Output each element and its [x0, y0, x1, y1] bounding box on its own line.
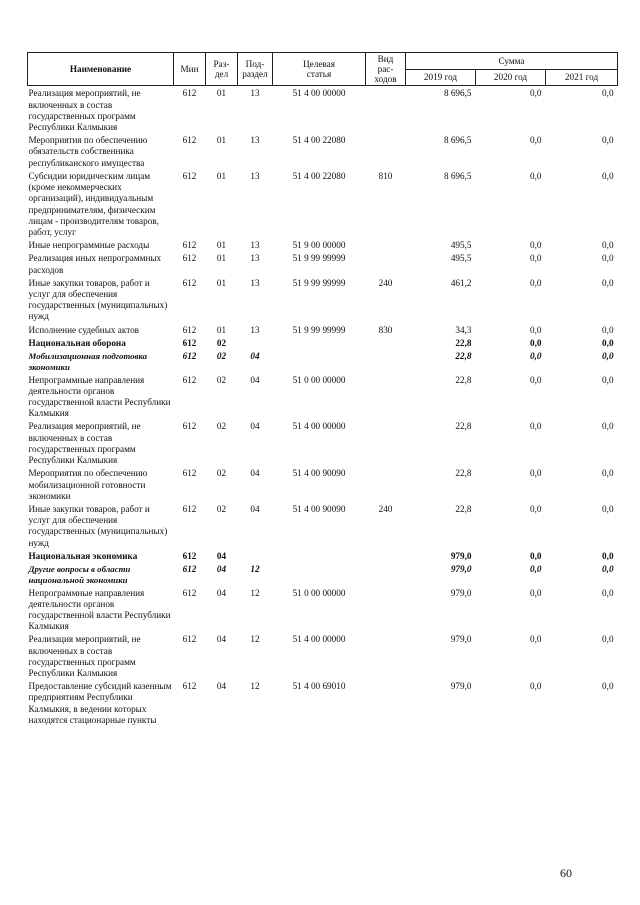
row-expense-type: [366, 336, 406, 349]
row-target-article: 51 0 00 00000: [292, 587, 346, 598]
row-razdel: 02: [216, 468, 227, 479]
row-podrazdel: 04: [250, 503, 260, 514]
table-row: [28, 251, 618, 275]
row-min: 612: [182, 564, 197, 575]
header-year-2021: 2021 год: [546, 69, 618, 86]
row-sum-2020: 0,0: [530, 324, 542, 335]
row-podrazdel: 12: [250, 564, 260, 575]
row-sum-2021: 0,0: [602, 587, 614, 598]
table-row: [28, 586, 618, 633]
row-sum-2020: 0,0: [530, 564, 542, 575]
row-target-article: 51 9 99 99999: [292, 253, 346, 264]
row-sum-2021: 0,0: [602, 634, 614, 645]
row-expense-type: [366, 349, 406, 372]
row-podrazdel: 13: [250, 253, 260, 264]
row-sum-2020: 0,0: [530, 374, 542, 385]
row-sum-2021: 0,0: [602, 240, 614, 251]
row-expense-type: [366, 586, 406, 633]
row-razdel: 01: [216, 277, 227, 288]
row-sum-2019: 979,0: [450, 564, 472, 575]
row-target-article: 51 4 00 22080: [292, 170, 346, 181]
row-min: 612: [182, 277, 197, 288]
table-row: [28, 336, 618, 349]
row-podrazdel: 13: [250, 135, 260, 146]
row-podrazdel: 13: [250, 324, 260, 335]
row-sum-2019: 495,5: [450, 240, 472, 251]
row-podrazdel: 04: [250, 374, 260, 385]
row-name: Субсидии юридическим лицам (кроме некоммерческих организаций), индивидуальным предпринимателям, физическим лицам - производителям товаров, работ, услуг: [28, 170, 159, 237]
row-sum-2021: 0,0: [602, 550, 614, 561]
row-sum-2020: 0,0: [530, 681, 542, 692]
row-sum-2020: 0,0: [530, 240, 542, 251]
row-sum-2020: 0,0: [530, 337, 542, 348]
row-sum-2021: 0,0: [602, 421, 614, 432]
row-name: Иные закупки товаров, работ и услуг для обеспечения государственных (муниципальных) нужд: [28, 503, 168, 548]
row-razdel: 01: [216, 240, 227, 251]
row-sum-2019: 979,0: [450, 550, 472, 561]
row-target-article: 51 4 00 00000: [292, 421, 346, 432]
row-name: Реализация мероприятий, не включенных в состав государственных программ Республики Калмыкия: [28, 421, 141, 466]
row-name: Мероприятия по обеспечению мобилизационной готовности экономики: [28, 468, 148, 501]
row-target-article: 51 4 00 90090: [292, 468, 346, 479]
header-expense-type: Вид рас- ходов: [366, 53, 406, 86]
row-target-article: 51 4 00 90090: [292, 503, 346, 514]
header-target-article: Целевая статья: [273, 53, 366, 86]
row-min: 612: [182, 337, 197, 348]
row-sum-2019: 22,8: [455, 337, 472, 348]
row-min: 612: [182, 550, 197, 561]
header-year-2020: 2020 год: [476, 69, 546, 86]
row-sum-2020: 0,0: [530, 88, 542, 99]
row-razdel: 01: [216, 135, 227, 146]
table-row: [28, 169, 618, 238]
row-sum-2021: 0,0: [602, 681, 614, 692]
row-expense-type: 240: [378, 503, 393, 514]
table-row: [28, 549, 618, 562]
table-row: [28, 466, 618, 502]
row-podrazdel: 13: [250, 277, 260, 288]
table-header: [28, 53, 618, 86]
table-row: [28, 133, 618, 169]
row-sum-2021: 0,0: [602, 135, 614, 146]
row-name: Национальная экономика: [28, 550, 138, 561]
row-razdel: 01: [216, 253, 227, 264]
row-sum-2019: 34,3: [455, 324, 472, 335]
table-row: [28, 632, 618, 679]
row-name: Непрограммные направления деятельности органов государственной власти Республики Калмыкия: [28, 587, 171, 632]
table-body: [28, 86, 618, 726]
row-expense-type: 240: [378, 277, 393, 288]
row-expense-type: [366, 632, 406, 679]
row-sum-2020: 0,0: [530, 634, 542, 645]
row-sum-2019: 8 696,5: [443, 88, 472, 99]
row-sum-2019: 22,8: [455, 374, 472, 385]
row-name: Национальная оборона: [28, 337, 126, 348]
table-row: [28, 238, 618, 251]
row-target-article: [273, 549, 366, 562]
header-min: Мин: [174, 53, 206, 86]
row-sum-2020: 0,0: [530, 503, 542, 514]
row-expense-type: [366, 466, 406, 502]
row-expense-type: [366, 562, 406, 585]
row-razdel: 04: [216, 564, 227, 575]
row-min: 612: [182, 324, 197, 335]
page-number: 60: [560, 866, 572, 880]
row-sum-2019: 979,0: [450, 587, 472, 598]
table-row: [28, 86, 618, 133]
row-sum-2020: 0,0: [530, 550, 542, 561]
row-expense-type: [366, 373, 406, 420]
row-expense-type: [366, 549, 406, 562]
row-sum-2019: 8 696,5: [443, 170, 472, 181]
row-target-article: [273, 349, 366, 372]
row-sum-2021: 0,0: [602, 324, 614, 335]
header-podrazdel: Под- раздел: [238, 53, 273, 86]
row-name: Мобилизационная подготовка экономики: [28, 351, 148, 372]
row-sum-2021: 0,0: [602, 337, 614, 348]
table-row: [28, 276, 618, 323]
row-sum-2021: 0,0: [602, 351, 614, 362]
row-podrazdel: [238, 549, 273, 562]
row-min: 612: [182, 240, 197, 251]
row-podrazdel: 13: [250, 88, 260, 99]
table-row: [28, 419, 618, 466]
row-razdel: 01: [216, 324, 227, 335]
row-name: Иные закупки товаров, работ и услуг для обеспечения государственных (муниципальных) нужд: [28, 277, 168, 322]
row-target-article: [273, 336, 366, 349]
row-sum-2021: 0,0: [602, 253, 614, 264]
row-expense-type: 810: [378, 170, 393, 181]
row-razdel: 01: [216, 170, 227, 181]
row-min: 612: [182, 587, 197, 598]
table-row: [28, 502, 618, 549]
row-razdel: 01: [216, 88, 227, 99]
row-sum-2021: 0,0: [602, 88, 614, 99]
row-sum-2021: 0,0: [602, 503, 614, 514]
row-razdel: 02: [216, 374, 227, 385]
row-target-article: 51 4 00 00000: [292, 88, 346, 99]
row-sum-2020: 0,0: [530, 468, 542, 479]
row-razdel: 02: [216, 351, 227, 362]
row-target-article: 51 9 00 00000: [292, 240, 346, 251]
row-podrazdel: 12: [250, 681, 260, 692]
row-podrazdel: [238, 336, 273, 349]
row-name: Иные непрограммные расходы: [28, 240, 150, 251]
row-name: Реализация иных непрограммных расходов: [28, 253, 162, 275]
row-expense-type: [366, 133, 406, 169]
row-name: Реализация мероприятий, не включенных в состав государственных программ Республики Калмыкия: [28, 88, 141, 132]
row-sum-2020: 0,0: [530, 421, 542, 432]
row-podrazdel: 04: [250, 421, 260, 432]
row-name: Исполнение судебных актов: [28, 324, 140, 335]
row-sum-2019: 979,0: [450, 681, 472, 692]
row-sum-2020: 0,0: [530, 587, 542, 598]
row-podrazdel: 12: [250, 634, 260, 645]
row-sum-2020: 0,0: [530, 253, 542, 264]
budget-table: [27, 52, 618, 726]
row-podrazdel: 04: [250, 468, 260, 479]
row-razdel: 02: [216, 421, 227, 432]
table-row: [28, 349, 618, 372]
row-min: 612: [182, 253, 197, 264]
row-expense-type: 830: [378, 324, 393, 335]
row-expense-type: [366, 679, 406, 726]
row-min: 612: [182, 374, 197, 385]
table-row: [28, 373, 618, 420]
row-razdel: 04: [216, 681, 227, 692]
row-sum-2020: 0,0: [530, 170, 542, 181]
header-razdel: Раз- дел: [206, 53, 238, 86]
row-target-article: 51 4 00 22080: [292, 135, 346, 146]
row-expense-type: [366, 86, 406, 133]
row-razdel: 04: [216, 550, 227, 561]
row-name: Непрограммные направления деятельности органов государственной власти Республики Калмыкия: [28, 374, 171, 419]
row-name: Мероприятия по обеспечению обязательств собственника республиканского имущества: [28, 135, 148, 168]
row-sum-2021: 0,0: [602, 564, 614, 575]
row-name: Другие вопросы в области национальной экономики: [28, 564, 131, 585]
row-podrazdel: 04: [250, 351, 260, 362]
row-expense-type: [366, 238, 406, 251]
row-sum-2019: 22,8: [455, 468, 472, 479]
table-row: [28, 679, 618, 726]
row-razdel: 02: [216, 503, 227, 514]
row-sum-2019: 495,5: [450, 253, 472, 264]
row-sum-2019: 22,8: [455, 503, 472, 514]
header-name: Наименование: [28, 53, 174, 86]
row-min: 612: [182, 351, 197, 362]
header-sum: Сумма: [406, 53, 618, 70]
row-expense-type: [366, 419, 406, 466]
row-podrazdel: 12: [250, 587, 260, 598]
table-row: [28, 323, 618, 336]
row-sum-2021: 0,0: [602, 277, 614, 288]
table-row: [28, 562, 618, 585]
row-name: Реализация мероприятий, не включенных в состав государственных программ Республики Калмыкия: [28, 634, 141, 679]
row-target-article: 51 9 99 99999: [292, 324, 346, 335]
row-razdel: 02: [216, 337, 227, 348]
row-min: 612: [182, 503, 197, 514]
row-min: 612: [182, 421, 197, 432]
row-min: 612: [182, 170, 197, 181]
row-target-article: 51 4 00 69010: [292, 681, 346, 692]
row-sum-2020: 0,0: [530, 277, 542, 288]
row-target-article: 51 9 99 99999: [292, 277, 346, 288]
row-min: 612: [182, 135, 197, 146]
row-target-article: [273, 562, 366, 585]
row-min: 612: [182, 88, 197, 99]
row-target-article: 51 4 00 00000: [292, 634, 346, 645]
row-sum-2020: 0,0: [530, 351, 542, 362]
row-min: 612: [182, 681, 197, 692]
row-min: 612: [182, 468, 197, 479]
row-sum-2019: 979,0: [450, 634, 472, 645]
row-razdel: 04: [216, 587, 227, 598]
row-sum-2019: 22,8: [455, 351, 472, 362]
row-sum-2019: 22,8: [455, 421, 472, 432]
row-razdel: 04: [216, 634, 227, 645]
row-sum-2019: 461,2: [450, 277, 472, 288]
row-target-article: 51 0 00 00000: [292, 374, 346, 385]
row-sum-2019: 8 696,5: [443, 135, 472, 146]
row-sum-2021: 0,0: [602, 468, 614, 479]
row-podrazdel: 13: [250, 170, 260, 181]
row-sum-2021: 0,0: [602, 374, 614, 385]
row-sum-2021: 0,0: [602, 170, 614, 181]
row-sum-2020: 0,0: [530, 135, 542, 146]
row-name: Предоставление субсидий казенным предприятиям Республики Калмыкия, в ведении которых находятся стационарные пункты: [28, 681, 172, 725]
header-year-2019: 2019 год: [406, 69, 476, 86]
row-expense-type: [366, 251, 406, 275]
row-podrazdel: 13: [250, 240, 260, 251]
row-min: 612: [182, 634, 197, 645]
